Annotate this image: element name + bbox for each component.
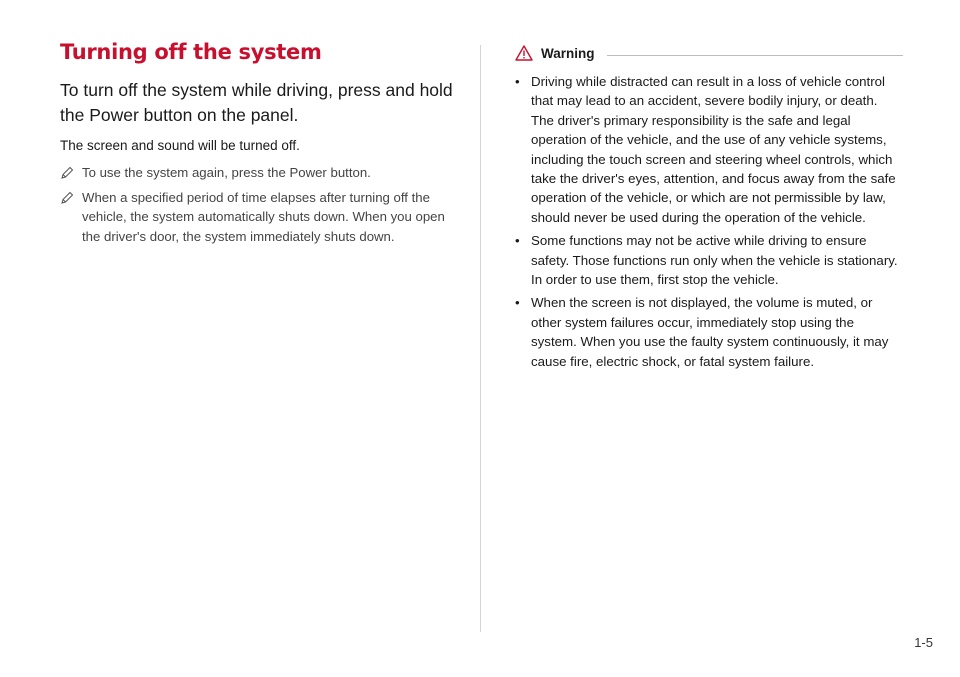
warning-list-item [515,72,903,227]
warning-text: When the screen is not displayed, the volume is muted, or other system failures occur, immediately stop using the system. When you use the faulty system continuously, it may cause fire, electric shock, or fatal system failure. [531,295,889,369]
warning-triangle-icon [515,45,533,61]
note-text: To use the system again, press the Power button. [82,165,371,180]
warning-list-item [515,231,903,289]
sub-text: The screen and sound will be turned off. [60,138,300,153]
note-item [60,188,460,247]
warning-title: Warning [541,45,595,61]
section-title: Turning off the system [60,40,322,64]
warning-box [515,42,903,375]
pencil-icon [60,188,82,247]
warning-text: Some functions may not be active while driving to ensure safety. Those functions run only when the vehicle is stationary. In order to use them, first stop the vehicle. [531,233,898,288]
warning-header-rule [607,55,904,56]
left-column [60,40,460,251]
note-item [60,163,460,183]
warning-list [515,72,903,371]
warning-list-item [515,293,903,371]
page-number: 1-5 [914,635,933,650]
bullet: • [515,233,520,249]
pencil-icon [60,163,82,183]
warning-text: Driving while distracted can result in a loss of vehicle control that may lead to an accident, severe bodily injury, or death. The driver's primary responsibility is the safe and legal operation of the vehicle, and the use of any vehicle systems, including the touch screen and steering wheel controls, which take the driver's eyes, attention, and focus away from the safe operation of the vehicle, or which are not permissible by law, should never be used during the operation of the vehicle. [531,74,896,225]
warning-header [515,42,903,64]
intro-text: To turn off the system while driving, press and hold the Power button on the panel. [60,80,453,125]
note-text: When a specified period of time elapses after turning off the vehicle, the system automatically shuts down. When you open the driver's door, the system immediately shuts down. [82,189,445,244]
bullet: • [515,74,520,89]
column-divider [480,45,481,632]
bullet: • [515,295,520,311]
